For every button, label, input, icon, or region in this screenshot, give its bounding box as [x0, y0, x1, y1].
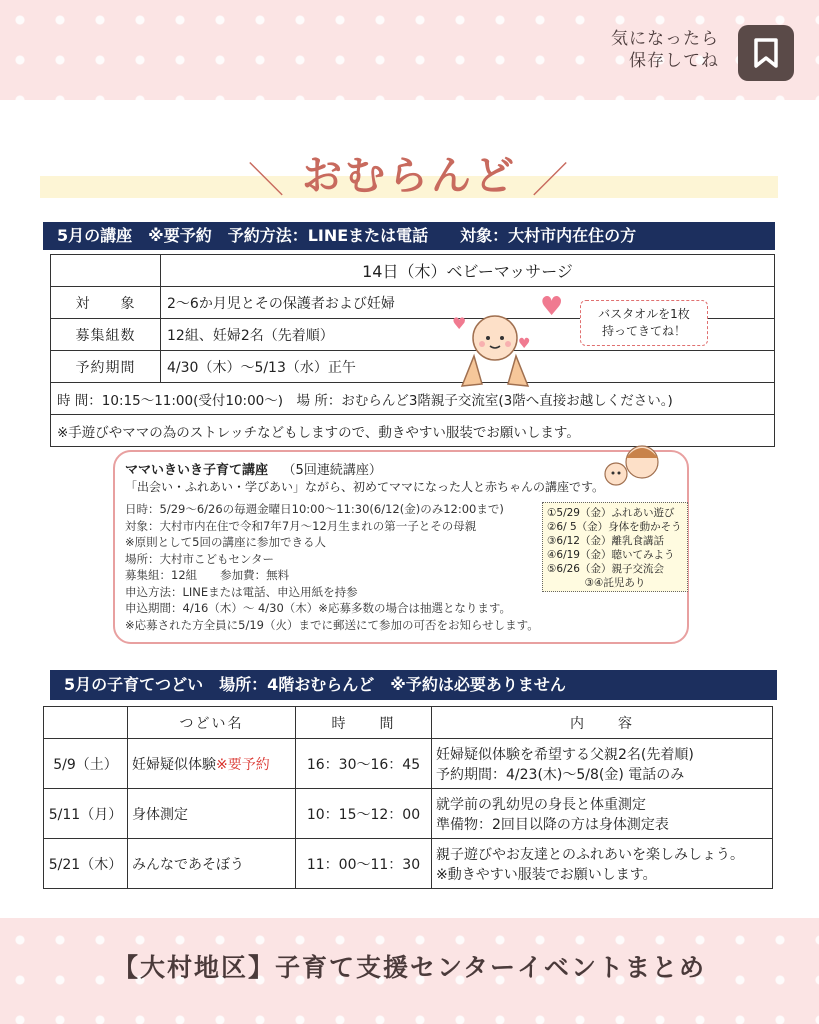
schedule-item: ④6/19（金）聴いてみよう — [547, 549, 675, 561]
schedule-item: ⑤6/26（金）親子交流会 — [547, 563, 664, 575]
header-cell — [44, 707, 128, 739]
save-hint — [611, 28, 719, 72]
schedule-item: ②6/ 5（金）身体を動かそう — [547, 521, 682, 533]
content-line: 就学前の乳幼児の身長と体重測定 — [436, 796, 646, 813]
row-value: 12組、妊婦2名（先着順） — [161, 319, 775, 351]
bookmark-button[interactable] — [738, 25, 794, 81]
footer-title: 【大村地区】子育て支援センターイベントまとめ — [112, 953, 706, 982]
row-label: 予約期間 — [51, 351, 161, 383]
save-hint-line1: 気になったら — [611, 29, 719, 49]
header-cell: 内 容 — [432, 707, 773, 739]
title-deco-left: ＼ — [248, 160, 285, 201]
towel-note-line2: 持ってきてね！ — [601, 324, 686, 338]
row-value: 4/30（木）〜5/13（水）正午 — [161, 351, 775, 383]
table-cell — [51, 255, 161, 287]
content-line: 予約期間：4/23(木)〜5/8(金) 電話のみ — [436, 766, 685, 783]
schedule-box — [542, 502, 688, 592]
towel-note — [580, 300, 708, 346]
schedule-item: ①5/29（金）ふれあい遊び — [547, 507, 675, 519]
page-title: おむらんど — [302, 153, 517, 199]
bookmark-icon — [754, 38, 778, 68]
mama-course-title-sub: （5回連続講座） — [282, 463, 382, 478]
may-course-bar: 5月の講座 ※要予約 予約方法：LINEまたは電話 対象：大村市内在住の方 — [43, 222, 775, 250]
schedule-item: ③6/12（金）離乳食講話 — [547, 535, 664, 547]
event-time: 10：15〜12：00 — [296, 789, 432, 839]
event-date: 5/11（月） — [44, 789, 128, 839]
mama-course-line: ※応募された方全員に5/19（火）までに郵送にて参加の可否をお知らせします。 — [125, 617, 539, 632]
event-content — [432, 739, 773, 789]
event-name-text: 妊婦疑似体験 — [132, 756, 216, 773]
row-value: 2〜6か月児とその保護者および妊婦 — [161, 287, 775, 319]
baby-illustration — [452, 308, 538, 388]
title-deco-right: ／ — [532, 160, 569, 201]
schedule-note: ③④託児あり — [584, 577, 646, 589]
event-content — [432, 839, 773, 889]
table-row — [44, 839, 773, 889]
event-date: 5/9（土） — [44, 739, 128, 789]
event-date: 5/21（木） — [44, 839, 128, 889]
save-hint-line2: 保存してね — [629, 51, 719, 71]
event-name: みんなであそぼう — [128, 839, 296, 889]
event-title: 14日（木）ベビーマッサージ — [161, 255, 775, 287]
mama-course-line: 申込方法：LINEまたは電話、申込用紙を持参 — [125, 584, 358, 599]
mama-course-line: 申込期間：4/16（木）〜 4/30（木）※応募多数の場合は抽選となります。 — [125, 601, 512, 615]
event-name — [128, 739, 296, 789]
mama-course-line: 募集組：12組 参加費：無料 — [125, 568, 290, 582]
baby-icon — [452, 308, 538, 388]
mama-course-title-main: ママいきいき子育て講座 — [125, 463, 269, 478]
row-label: 対 象 — [51, 287, 161, 319]
event-name: 身体測定 — [128, 789, 296, 839]
course-note: ※手遊びやママの為のストレッチなどもしますので、動きやすい服装でお願いします。 — [51, 415, 775, 447]
heart-icon: ♥ — [540, 292, 564, 322]
tsudoi-table — [43, 706, 773, 889]
towel-note-line1: バスタオルを1枚 — [598, 307, 690, 321]
mother-child-icon — [598, 442, 668, 492]
mother-child-illustration — [598, 442, 668, 492]
tsudoi-bar: 5月の子育てつどい 場所：4階おむらんど ※予約は必要ありません — [50, 670, 777, 700]
event-time: 16：30〜16：45 — [296, 739, 432, 789]
row-label: 募集組数 — [51, 319, 161, 351]
header-cell: つどい名 — [128, 707, 296, 739]
table-row — [44, 789, 773, 839]
heart-icon: ♥ — [452, 314, 467, 333]
time-place: 時 間：10:15〜11:00(受付10:00〜) 場 所：おむらんど3階親子交流室(3階へ直接お越しください。) — [51, 383, 775, 415]
flyer-content — [0, 100, 819, 918]
event-time: 11：00〜11：30 — [296, 839, 432, 889]
content-line: ※動きやすい服装でお願いします。 — [436, 866, 657, 883]
content-line: 親子遊びやお友達とのふれあいを楽しみしょう。 — [436, 846, 744, 863]
may-course-table — [50, 254, 775, 447]
mama-course-line: 対象：大村市内在住で令和7年7月〜12月生まれの第一子とその母親 — [125, 518, 477, 533]
mama-course-line: 場所：大村市こどもセンター — [125, 551, 275, 566]
mama-course-subtitle: 「出会い・ふれあい・学びあい」ながら、初めてママになった人と赤ちゃんの講座です。 — [125, 480, 605, 494]
content-line: 準備物：2回目以降の方は身体測定表 — [436, 816, 669, 833]
heart-icon: ♥ — [518, 336, 531, 352]
mama-course-line: 日時：5/29〜6/26の毎週金曜日10:00〜11:30(6/12(金)のみ12:00まで) — [125, 502, 504, 516]
top-bar — [0, 0, 819, 100]
header-cell: 時 間 — [296, 707, 432, 739]
content-line: 妊婦疑似体験を希望する父親2名(先着順) — [436, 746, 694, 763]
mama-course-line: ※原則として5回の講座に参加できる人 — [125, 535, 326, 549]
event-content — [432, 789, 773, 839]
reservation-required: ※要予約 — [216, 756, 270, 773]
table-row — [44, 739, 773, 789]
